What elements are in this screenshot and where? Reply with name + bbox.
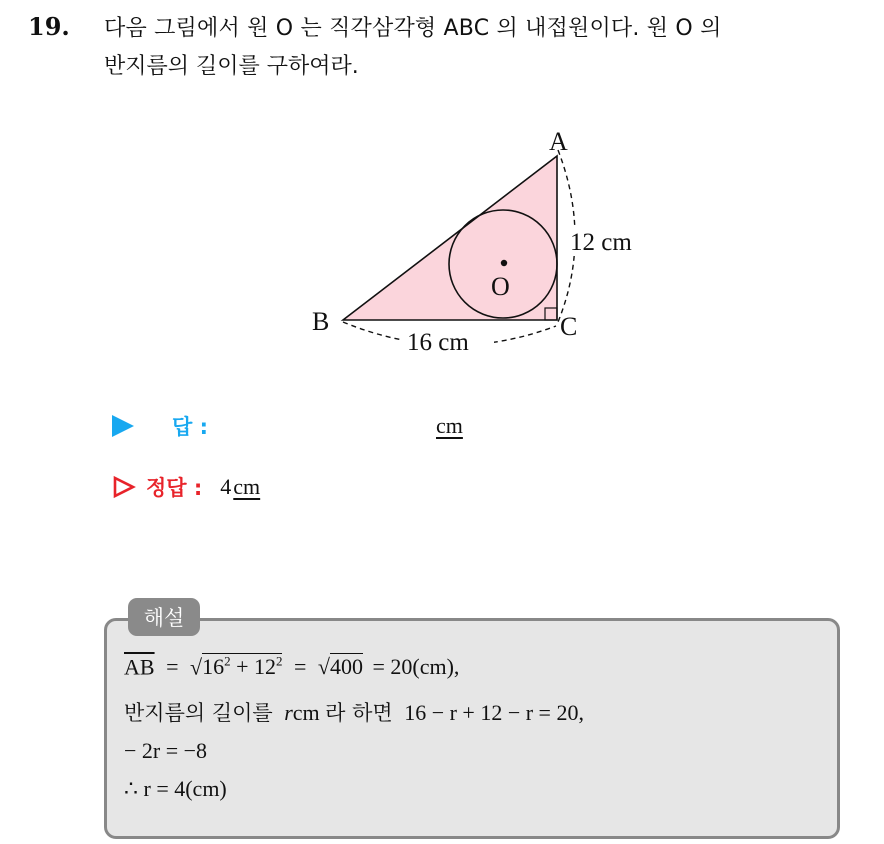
correct-unit: cm bbox=[233, 474, 261, 499]
segment-ab: $\overline{AB}$ bbox=[124, 654, 155, 680]
explanation-line-3: − 2r = −8 bbox=[124, 738, 208, 763]
question-number: 19. bbox=[28, 12, 70, 41]
explanation-tab: 해설 bbox=[128, 598, 200, 636]
label-c: C bbox=[560, 312, 578, 341]
correct-label: 정답 : bbox=[146, 476, 203, 500]
side-ac-length: 12 cm bbox=[570, 229, 632, 256]
explanation-line-1: $\overline{AB} = √16^2 + 12^2 = √400 = 20(cm)$, bbox=[124, 654, 460, 680]
explanation-line-4: ∴ r = 4(cm) bbox=[124, 776, 227, 801]
triangle-abc bbox=[343, 156, 557, 320]
outline-arrow-icon bbox=[112, 475, 136, 499]
sqrt-expression-1: $√16^2 + 12^2$ bbox=[189, 654, 283, 680]
triangle-figure bbox=[0, 0, 884, 380]
explanation-line-2: 반지름의 길이를 rcm 라 하면 16 − r + 12 − r = 20, bbox=[124, 700, 584, 725]
question-line-1: 다음 그림에서 원 O 는 직각삼각형 ABC 의 내접원이다. 원 O 의 bbox=[104, 16, 722, 41]
answer-unit: cm bbox=[436, 413, 463, 438]
answer-row bbox=[112, 411, 463, 441]
correct-answer-row bbox=[112, 472, 260, 502]
play-arrow-icon bbox=[112, 415, 134, 437]
side-bc-length: 16 cm bbox=[407, 329, 469, 356]
question-line-2: 반지름의 길이를 구하여라. bbox=[104, 54, 359, 79]
label-a: A bbox=[549, 127, 568, 156]
sqrt-expression-2: √400 bbox=[317, 654, 363, 680]
correct-value: 4 bbox=[220, 474, 232, 499]
center-o-dot bbox=[501, 260, 507, 266]
label-o: O bbox=[491, 272, 510, 301]
answer-label: 답 : bbox=[172, 415, 208, 439]
explanation-box bbox=[104, 618, 840, 839]
label-b: B bbox=[312, 307, 330, 336]
